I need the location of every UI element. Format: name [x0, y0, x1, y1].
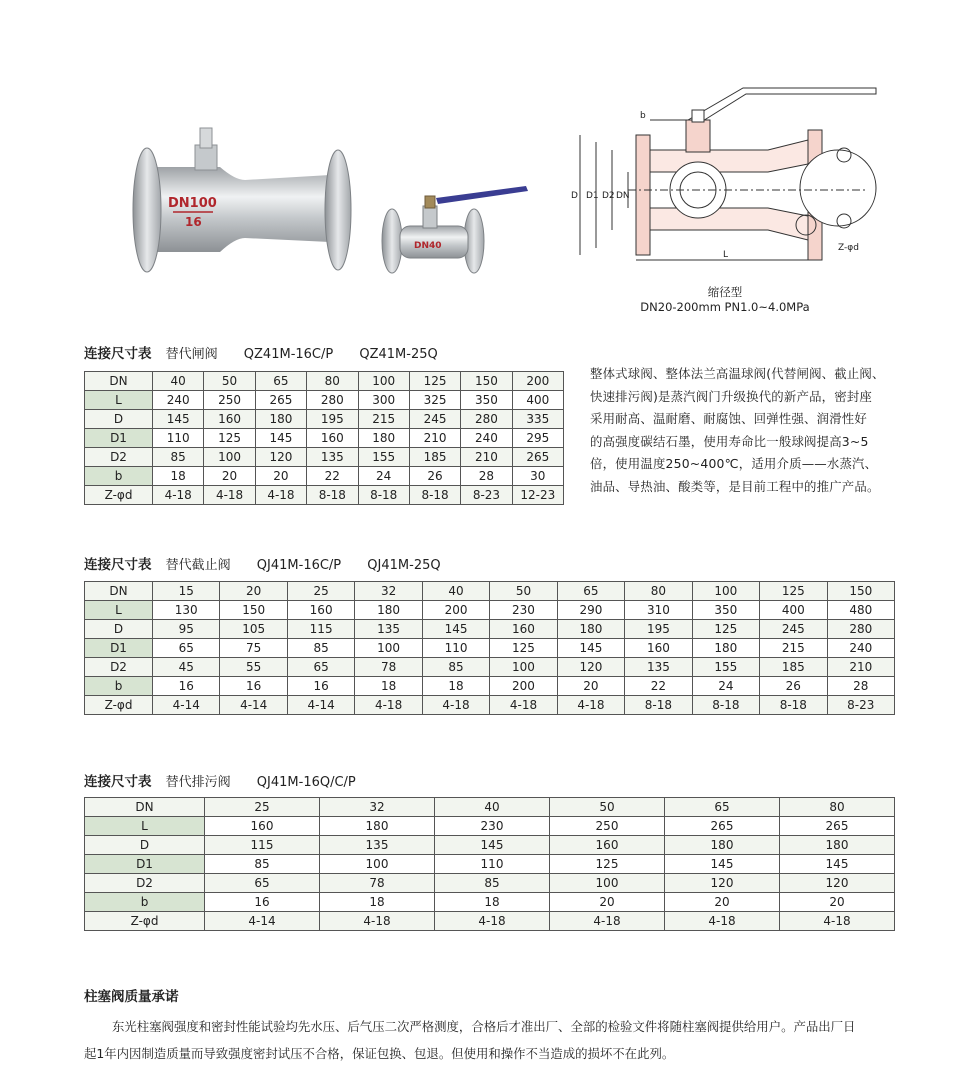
table-cell: 55 [220, 658, 287, 677]
table-cell: 18 [435, 893, 550, 912]
table-cell: 265 [665, 817, 780, 836]
table-cell: 65 [205, 874, 320, 893]
table-cell: 50 [490, 582, 557, 601]
table-cell: 20 [780, 893, 895, 912]
quality-title: 柱塞阀质量承诺 [84, 989, 179, 1005]
row-header-cell: D [85, 410, 153, 429]
table-row [85, 874, 895, 893]
table-cell: 290 [557, 601, 624, 620]
table-cell: 180 [780, 836, 895, 855]
table-cell: 20 [204, 467, 255, 486]
table-cell: 20 [220, 582, 287, 601]
table-cell: 180 [255, 410, 306, 429]
table-cell: 65 [255, 372, 306, 391]
table-cell: 16 [205, 893, 320, 912]
row-header-cell: L [85, 817, 205, 836]
table-cell: 280 [827, 620, 894, 639]
table2 [84, 581, 895, 715]
table-cell: 130 [153, 601, 220, 620]
row-header-cell: D2 [85, 874, 205, 893]
dim-L: L [723, 250, 729, 260]
table-cell: 280 [307, 391, 358, 410]
table-cell: 4-14 [205, 912, 320, 931]
table-cell: 135 [355, 620, 422, 639]
table-cell: 100 [358, 372, 409, 391]
table-cell: 85 [287, 639, 354, 658]
table3-title: 连接尺寸表 [84, 774, 152, 790]
table1-subtitle: 替代闸阀 [165, 347, 218, 362]
description-line: 油品、导热油、酸类等，是目前工程中的推广产品。 [590, 478, 880, 494]
table-cell: 40 [422, 582, 489, 601]
table-cell: 65 [153, 639, 220, 658]
table-cell: 245 [760, 620, 827, 639]
table-cell: 100 [204, 448, 255, 467]
table-cell: 155 [692, 658, 759, 677]
table-cell: 310 [625, 601, 692, 620]
table2-heading [84, 553, 463, 573]
table-cell: 4-18 [153, 486, 204, 505]
table-cell: 8-23 [461, 486, 512, 505]
table-cell: 8-18 [307, 486, 358, 505]
table-cell: 180 [355, 601, 422, 620]
valve-section-diagram [568, 80, 878, 265]
table-cell: 150 [220, 601, 287, 620]
dim-b: b [640, 111, 646, 121]
table-cell: 300 [358, 391, 409, 410]
table-cell: 120 [665, 874, 780, 893]
table-cell: 4-18 [255, 486, 306, 505]
table-cell: 4-18 [490, 696, 557, 715]
table-cell: 18 [355, 677, 422, 696]
dim-D: D [571, 191, 578, 201]
table-cell: 180 [665, 836, 780, 855]
table-cell: 4-18 [355, 696, 422, 715]
row-header-cell: b [85, 467, 153, 486]
table-cell: 160 [307, 429, 358, 448]
table-cell: 8-18 [692, 696, 759, 715]
table-cell: 100 [355, 639, 422, 658]
row-header-cell: b [85, 677, 153, 696]
row-header-cell: D2 [85, 658, 153, 677]
table-cell: 16 [220, 677, 287, 696]
table-cell: 65 [287, 658, 354, 677]
description-line: 采用耐高、温耐磨、耐腐蚀、回弹性强、润滑性好 [590, 411, 867, 426]
table-cell: 32 [320, 798, 435, 817]
table-row [85, 893, 895, 912]
table-cell: 200 [490, 677, 557, 696]
table1-title: 连接尺寸表 [84, 346, 152, 362]
table-cell: 30 [512, 467, 563, 486]
table-cell: 65 [665, 798, 780, 817]
table-cell: 85 [435, 874, 550, 893]
table-cell: 26 [760, 677, 827, 696]
table-cell: 50 [550, 798, 665, 817]
table-cell: 115 [287, 620, 354, 639]
table-cell: 145 [780, 855, 895, 874]
table-cell: 80 [307, 372, 358, 391]
dim-Z: Z-φd [838, 243, 859, 253]
table-cell: 8-18 [358, 486, 409, 505]
quality-line: 东光柱塞阀强度和密封性能试验均先水压、后气压二次严格测度，合格后才准出厂、全部的检验文件将随柱塞阀提供给用户。产品出厂日 [112, 1019, 856, 1034]
table-cell: 85 [205, 855, 320, 874]
table-cell: 4-18 [780, 912, 895, 931]
table-cell: 40 [153, 372, 204, 391]
table-cell: 125 [692, 620, 759, 639]
table-cell: 80 [625, 582, 692, 601]
table-cell: 250 [204, 391, 255, 410]
table-cell: 32 [355, 582, 422, 601]
table-cell: 240 [461, 429, 512, 448]
table-cell: 24 [692, 677, 759, 696]
table-cell: 160 [287, 601, 354, 620]
table1-heading [84, 342, 460, 362]
table-cell: 26 [409, 467, 460, 486]
table-cell: 25 [205, 798, 320, 817]
table-cell: 4-18 [557, 696, 624, 715]
table-cell: 20 [665, 893, 780, 912]
table-cell: 125 [550, 855, 665, 874]
table-cell: 280 [461, 410, 512, 429]
table-cell: 245 [409, 410, 460, 429]
table-cell: 65 [557, 582, 624, 601]
table-cell: 28 [827, 677, 894, 696]
table-cell: 230 [435, 817, 550, 836]
table-cell: 95 [153, 620, 220, 639]
table-cell: 20 [255, 467, 306, 486]
table1 [84, 371, 564, 505]
table-cell: 105 [220, 620, 287, 639]
row-header-cell: D1 [85, 429, 153, 448]
table-cell: 265 [255, 391, 306, 410]
table-cell: 100 [490, 658, 557, 677]
table-cell: 4-14 [153, 696, 220, 715]
row-header-cell: Z-φd [85, 486, 153, 505]
row-header-cell: D [85, 620, 153, 639]
table-cell: 400 [512, 391, 563, 410]
table-cell: 20 [550, 893, 665, 912]
table-cell: 100 [320, 855, 435, 874]
table-row [85, 855, 895, 874]
table-cell: 85 [153, 448, 204, 467]
table-row [85, 467, 564, 486]
row-header-cell: b [85, 893, 205, 912]
table-cell: 185 [409, 448, 460, 467]
table3-model1: QJ41M-16Q/C/P [256, 775, 356, 790]
table-row [85, 798, 895, 817]
table-cell: 22 [307, 467, 358, 486]
table-row [85, 639, 895, 658]
small-valve-photo [378, 178, 538, 288]
table-cell: 250 [550, 817, 665, 836]
row-header-cell: L [85, 391, 153, 410]
table-cell: 4-18 [320, 912, 435, 931]
table-row [85, 658, 895, 677]
dim-D1: D1 [586, 191, 599, 201]
table-cell: 135 [320, 836, 435, 855]
table-cell: 155 [358, 448, 409, 467]
table-cell: 295 [512, 429, 563, 448]
table-cell: 335 [512, 410, 563, 429]
description-line: 的高强度碳结石墨，使用寿命比一般球阀提高3~5 [590, 433, 869, 449]
table-row [85, 448, 564, 467]
table-cell: 18 [320, 893, 435, 912]
table-cell: 15 [153, 582, 220, 601]
table-cell: 325 [409, 391, 460, 410]
table-cell: 85 [422, 658, 489, 677]
small-valve-marking: DN40 [414, 241, 442, 251]
dim-DN: DN [616, 191, 630, 201]
row-header-cell: DN [85, 372, 153, 391]
table-cell: 180 [557, 620, 624, 639]
product-description [590, 363, 885, 498]
table-cell: 160 [625, 639, 692, 658]
table-row [85, 836, 895, 855]
row-header-cell: D1 [85, 855, 205, 874]
table-cell: 265 [780, 817, 895, 836]
table-cell: 145 [435, 836, 550, 855]
table-cell: 100 [692, 582, 759, 601]
table2-title: 连接尺寸表 [84, 557, 152, 573]
table-cell: 4-18 [204, 486, 255, 505]
large-valve-photo [125, 120, 360, 280]
table-cell: 78 [355, 658, 422, 677]
table-row [85, 372, 564, 391]
table-row [85, 429, 564, 448]
table-cell: 8-23 [827, 696, 894, 715]
table-cell: 210 [827, 658, 894, 677]
table-cell: 4-18 [665, 912, 780, 931]
table-cell: 350 [692, 601, 759, 620]
table-cell: 135 [307, 448, 358, 467]
row-header-cell: L [85, 601, 153, 620]
table-cell: 160 [204, 410, 255, 429]
table-cell: 115 [205, 836, 320, 855]
table1-model1: QZ41M-16C/P [243, 347, 334, 362]
table-cell: 125 [760, 582, 827, 601]
table-cell: 4-14 [287, 696, 354, 715]
table-cell: 45 [153, 658, 220, 677]
table-cell: 28 [461, 467, 512, 486]
table-cell: 180 [320, 817, 435, 836]
table-cell: 160 [490, 620, 557, 639]
table-cell: 180 [358, 429, 409, 448]
dim-D2: D2 [602, 191, 615, 201]
description-line: 倍，使用温度250~400℃，适用介质——水蒸汽、 [590, 456, 878, 471]
table2-model2: QJ41M-25Q [367, 558, 441, 573]
table1-model2: QZ41M-25Q [359, 347, 438, 362]
large-valve-pressure: 16 [185, 215, 202, 229]
table-cell: 230 [490, 601, 557, 620]
table-cell: 125 [490, 639, 557, 658]
table-cell: 215 [760, 639, 827, 658]
table3-subtitle: 替代排污阀 [165, 775, 231, 790]
table-cell: 18 [153, 467, 204, 486]
table-cell: 150 [827, 582, 894, 601]
caption-spec: DN20-200mm PN1.0~4.0MPa [640, 300, 810, 314]
table-cell: 210 [461, 448, 512, 467]
table-cell: 185 [760, 658, 827, 677]
quality-body [84, 1013, 855, 1067]
description-line: 整体式球阀、整体法兰高温球阀(代替闸阀、截止阀、 [590, 366, 885, 381]
table-row [85, 582, 895, 601]
table-cell: 16 [153, 677, 220, 696]
table-cell: 400 [760, 601, 827, 620]
table-cell: 18 [422, 677, 489, 696]
table-cell: 160 [550, 836, 665, 855]
table-cell: 240 [827, 639, 894, 658]
table2-subtitle: 替代截止阀 [165, 558, 231, 573]
table-cell: 135 [625, 658, 692, 677]
table-row [85, 391, 564, 410]
table-cell: 50 [204, 372, 255, 391]
table-cell: 265 [512, 448, 563, 467]
table-cell: 8-18 [625, 696, 692, 715]
table-cell: 145 [422, 620, 489, 639]
table-cell: 195 [307, 410, 358, 429]
table-cell: 4-18 [422, 696, 489, 715]
table-cell: 120 [557, 658, 624, 677]
table-row [85, 677, 895, 696]
table-cell: 150 [461, 372, 512, 391]
row-header-cell: Z-φd [85, 912, 205, 931]
quality-line: 起1年内因制造质量而导致强度密封试压不合格，保证包换、包退。但使用和操作不当造成的损坏不在此列。 [84, 1046, 675, 1061]
table-cell: 145 [153, 410, 204, 429]
table-cell: 20 [557, 677, 624, 696]
table-cell: 4-18 [435, 912, 550, 931]
table-row [85, 696, 895, 715]
row-header-cell: DN [85, 582, 153, 601]
row-header-cell: D [85, 836, 205, 855]
table3-heading [84, 770, 378, 790]
row-header-cell: Z-φd [85, 696, 153, 715]
table-cell: 120 [780, 874, 895, 893]
table-cell: 4-18 [550, 912, 665, 931]
large-valve-marking: DN100 [168, 196, 217, 211]
table-cell: 110 [435, 855, 550, 874]
table-cell: 12-23 [512, 486, 563, 505]
table3 [84, 797, 895, 931]
table-cell: 40 [435, 798, 550, 817]
row-header-cell: DN [85, 798, 205, 817]
table-cell: 80 [780, 798, 895, 817]
table-cell: 8-18 [760, 696, 827, 715]
table-cell: 200 [422, 601, 489, 620]
table-cell: 145 [557, 639, 624, 658]
table-row [85, 410, 564, 429]
table-row [85, 817, 895, 836]
caption-type: 缩径型 [707, 285, 743, 299]
table-cell: 120 [255, 448, 306, 467]
table-row [85, 912, 895, 931]
table-cell: 25 [287, 582, 354, 601]
table-cell: 75 [220, 639, 287, 658]
diagram-caption [620, 285, 830, 315]
table-cell: 16 [287, 677, 354, 696]
table-cell: 180 [692, 639, 759, 658]
table-cell: 110 [422, 639, 489, 658]
table-cell: 125 [204, 429, 255, 448]
description-line: 快速排污阀)是蒸汽阀门升级换代的新产品，密封座 [590, 388, 873, 404]
table-cell: 78 [320, 874, 435, 893]
table-cell: 8-18 [409, 486, 460, 505]
table-cell: 110 [153, 429, 204, 448]
table-cell: 480 [827, 601, 894, 620]
table-row [85, 620, 895, 639]
table-row [85, 486, 564, 505]
table-row [85, 601, 895, 620]
table-cell: 22 [625, 677, 692, 696]
table-cell: 145 [255, 429, 306, 448]
table-cell: 240 [153, 391, 204, 410]
table-cell: 160 [205, 817, 320, 836]
table-cell: 4-14 [220, 696, 287, 715]
table-cell: 195 [625, 620, 692, 639]
table-cell: 145 [665, 855, 780, 874]
row-header-cell: D1 [85, 639, 153, 658]
table-cell: 350 [461, 391, 512, 410]
table-cell: 24 [358, 467, 409, 486]
table-cell: 215 [358, 410, 409, 429]
row-header-cell: D2 [85, 448, 153, 467]
table-cell: 210 [409, 429, 460, 448]
table2-model1: QJ41M-16C/P [256, 558, 342, 573]
table-cell: 100 [550, 874, 665, 893]
table-cell: 125 [409, 372, 460, 391]
table-cell: 200 [512, 372, 563, 391]
